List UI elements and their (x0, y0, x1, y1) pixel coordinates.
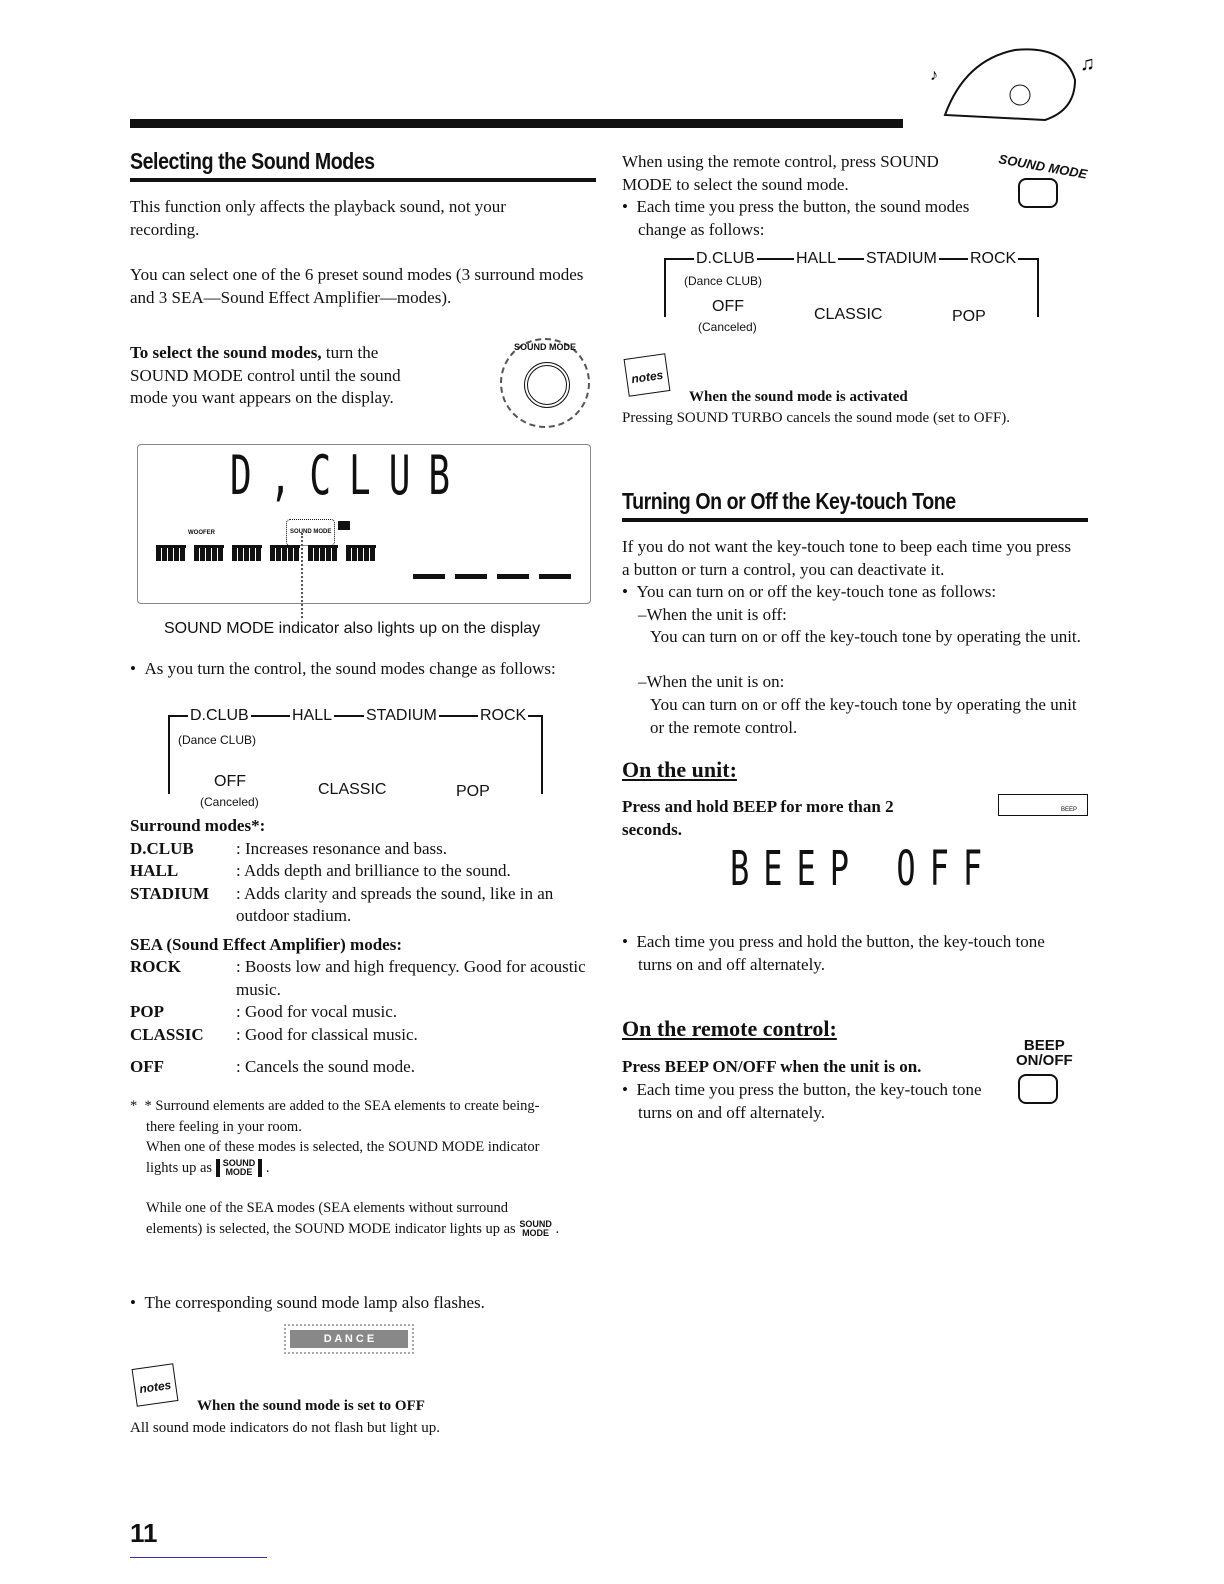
flow-rock: ROCK (478, 705, 528, 728)
remote-beep-button[interactable] (1018, 1074, 1058, 1104)
svg-text:♫: ♫ (1080, 53, 1095, 75)
term-hall: HALL (130, 861, 179, 880)
remote-beep-bullet-text: Each time you press the button, the key-touch tone turns on and off alternately. (636, 1080, 982, 1122)
bullet-text: As you turn the control, the sound modes change as follows: (144, 659, 556, 678)
title-rule-2 (622, 518, 1088, 522)
desc-stadium: : Adds clarity and spreads the sound, like in an outdoor stadium. (236, 883, 554, 925)
desc-dclub: : Increases resonance and bass. (236, 838, 447, 858)
beep-onoff-label (1016, 1038, 1073, 1068)
note-activated-body: Pressing SOUND TURBO cancels the sound mode (set to OFF). (622, 410, 1011, 426)
display-readout: D,CLUB (230, 446, 469, 508)
flow-off: OFF (214, 771, 246, 794)
kt-bullet: • You can turn on or off the key-touch tone as follows: (622, 582, 997, 601)
flow-dclub-sub: (Dance CLUB) (178, 733, 257, 747)
top-rule (130, 119, 903, 128)
remote-mode-cycle-diagram (664, 248, 1044, 338)
term-classic: CLASSIC (130, 1024, 204, 1044)
remote-flow-hall: HALL (794, 248, 838, 271)
remote-flow-stadium: STADIUM (864, 248, 939, 271)
footnote-3-text: While one of the SEA modes (SEA elements without surround elements) is selected, the SOUND MODE indicator lights up as (146, 1200, 516, 1237)
flow-hall: HALL (290, 705, 334, 728)
note-off-body: All sound mode indicators do not flash but light up. (130, 1420, 440, 1436)
display-panel (137, 444, 591, 604)
note-activated-title: When the sound mode is activated (689, 389, 908, 405)
remote-bullet-text: Each time you press the button, the sound modes change as follows: (636, 197, 970, 239)
unit-beep-panel (998, 794, 1088, 816)
footnote-1-text: * Surround elements are added to the SEA elements to create being-there feeling in your room. (144, 1098, 540, 1135)
dance-lamp: D A N C E (290, 1330, 408, 1348)
flow-classic: CLASSIC (318, 779, 386, 802)
woofer-indicator: WOOFER (188, 530, 215, 536)
flow-off-sub: (Canceled) (200, 795, 259, 809)
beep-label: BEEP (1023, 1037, 1065, 1054)
segment-row (156, 545, 384, 568)
note-off-title: When the sound mode is set to OFF (197, 1398, 425, 1414)
remote-bullet: • Each time you press the button, the sound modes change as follows: (622, 197, 970, 239)
surround-heading: Surround modes*: (130, 816, 266, 835)
term-pop: POP (130, 1002, 164, 1021)
unit-bullet-text: Each time you press and hold the button, the key-touch tone turns on and off alternately. (636, 932, 1045, 974)
kt-on: –When the unit is on: (638, 672, 785, 691)
remote-flow-classic: CLASSIC (814, 304, 882, 327)
beep-off-display: BEEP OFF (730, 840, 997, 897)
mode-cycle-diagram (168, 705, 548, 809)
unit-bullet: • Each time you press and hold the button, the key-touch tone turns on and off alternately. (622, 932, 1045, 974)
kt-off-body: You can turn on or off the key-touch tone by operating the unit. (650, 627, 1081, 646)
page-number-rule (130, 1557, 267, 1558)
section-title-key-touch: Turning On or Off the Key-touch Tone (622, 488, 956, 514)
select-instruction (130, 342, 440, 410)
term-dclub: D.CLUB (130, 838, 194, 858)
flow-stadium: STADIUM (364, 705, 439, 728)
desc-rock: : Boosts low and high frequency. Good for acoustic music. (236, 957, 586, 999)
svg-text:♪: ♪ (930, 67, 938, 84)
remote-instruction: When using the remote control, press SOUND MODE to select the sound mode. (622, 152, 939, 194)
kt-off: –When the unit is off: (638, 605, 787, 624)
knob-label: SOUND MODE (513, 342, 576, 352)
remote-sound-mode-label: SOUND MODE (997, 151, 1089, 182)
piano-mascot-illustration (925, 20, 1095, 135)
notes-icon-right: notes (624, 353, 671, 396)
indicator-leader-line (301, 533, 303, 618)
remote-flow-pop: POP (952, 306, 986, 329)
onoff-label: ON/OFF (1016, 1052, 1073, 1069)
footnote-1: * * Surround elements are added to the SEA elements to create being-there feeling in your room. (130, 1098, 540, 1135)
notes-icon: notes (132, 1363, 179, 1406)
desc-off: : Cancels the sound mode. (236, 1057, 415, 1076)
kt-intro: If you do not want the key-touch tone to beep each time you press a button or turn a control, you can deactivate it. (622, 537, 1071, 579)
kt-bullet-text: You can turn on or off the key-touch tone as follows: (636, 582, 997, 601)
unit-beep-button[interactable]: BEEP (1061, 807, 1078, 813)
ind-sound: SOUND (222, 1158, 256, 1169)
footnote-2: When one of these modes is selected, the SOUND MODE indicator lights up as SOUND MODE . (146, 1139, 540, 1178)
sea-heading: SEA (Sound Effect Amplifier) modes: (130, 934, 402, 954)
footnote (130, 1096, 560, 1239)
on-remote-heading: On the remote control: (622, 1016, 837, 1041)
sound-mode-indicator-plain-icon (519, 1220, 552, 1238)
term-rock: ROCK (130, 957, 181, 976)
display-caption: SOUND MODE indicator also lights up on the display (164, 620, 541, 637)
kt-on-body: You can turn on or off the key-touch tone by operating the unit or the remote control. (650, 695, 1077, 737)
ind-mode-2: MODE (522, 1228, 550, 1239)
knob-dial-icon (524, 362, 570, 408)
remote-flow-rock: ROCK (968, 248, 1018, 271)
desc-pop: : Good for vocal music. (236, 1002, 397, 1021)
remote-sound-mode-button[interactable] (1018, 178, 1058, 208)
remote-flow-dclub: D.CLUB (694, 248, 757, 271)
desc-classic: : Good for classical music. (236, 1024, 418, 1044)
select-instruction-text: turn the SOUND MODE control until the sound mode you want appears on the display. (130, 343, 401, 407)
remote-flow-dclub-sub: (Dance CLUB) (684, 274, 763, 288)
dash-row (413, 563, 581, 586)
sound-mode-indicator: SOUND MODE (286, 519, 335, 546)
desc-hall: : Adds depth and brilliance to the sound. (236, 861, 511, 880)
remote-beep-instruction: Press BEEP ON/OFF when the unit is on. (622, 1057, 922, 1076)
bullet-modes-change: • As you turn the control, the sound modes change as follows: (130, 659, 556, 678)
unit-instruction: Press and hold BEEP for more than 2 seconds. (622, 797, 894, 839)
bullet-lamp-text: The corresponding sound mode lamp also flashes. (144, 1293, 485, 1312)
flow-dclub: D.CLUB (188, 705, 251, 728)
remote-flow-off-sub: (Canceled) (698, 320, 757, 334)
ind-mode: MODE (225, 1167, 253, 1178)
title-rule (130, 178, 596, 182)
on-unit-heading: On the unit: (622, 757, 737, 782)
bullet-lamp-flashes: • The corresponding sound mode lamp also flashes. (130, 1293, 485, 1312)
footnote-2-text: When one of these modes is selected, the SOUND MODE indicator lights up as (146, 1139, 540, 1176)
intro-text-1: This function only affects the playback sound, not your recording. (130, 197, 506, 239)
page-number: 11 (130, 1518, 158, 1548)
ind-sound-2: SOUND (519, 1219, 552, 1230)
mode-definitions (130, 815, 590, 1079)
remote-beep-bullet: • Each time you press the button, the key-touch tone turns on and off alternately. (622, 1080, 982, 1122)
intro-text-2: You can select one of the 6 preset sound modes (3 surround modes and 3 SEA—Sound Effect Amplifier—modes). (130, 265, 584, 307)
tape-indicator-icon (338, 521, 350, 530)
term-stadium: STADIUM (130, 883, 210, 903)
footnote-3: While one of the SEA modes (SEA elements without surround elements) is selected, the SOUND MODE indicator lights up as SOUND MODE . (146, 1200, 560, 1239)
sound-mode-knob[interactable] (500, 338, 590, 428)
remote-flow-off: OFF (712, 296, 744, 319)
flow-pop: POP (456, 781, 490, 804)
term-off: OFF (130, 1057, 164, 1076)
sound-mode-indicator-lit-icon (216, 1159, 263, 1177)
section-title-sound-modes: Selecting the Sound Modes (130, 148, 375, 174)
select-instruction-bold: To select the sound modes, (130, 343, 322, 362)
